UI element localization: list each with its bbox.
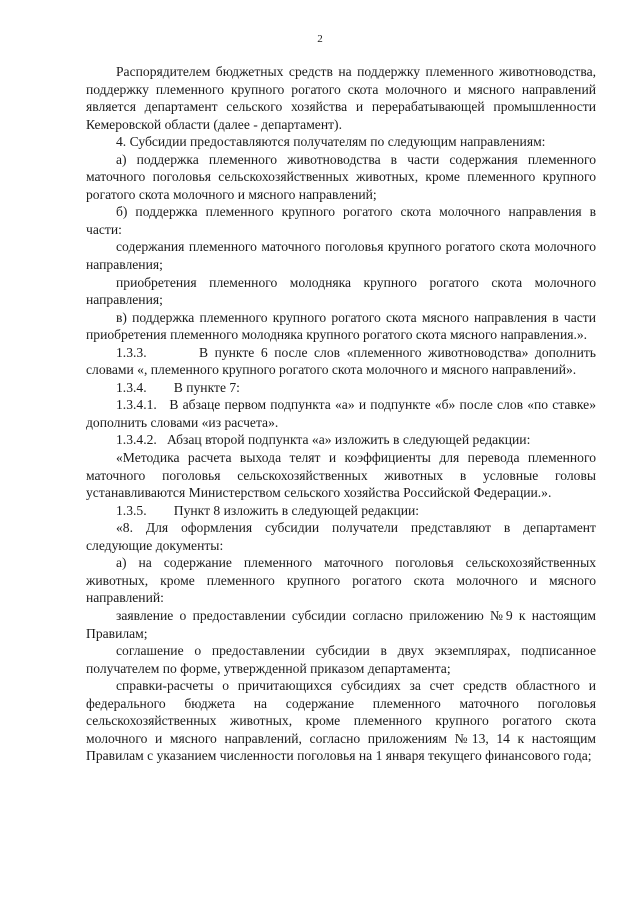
paragraph-subitem-a: а) поддержка племенного животноводства в части содержания племенного маточного поголовья сельскохозяйственных животных, кроме племенного крупного рогатого скота молочного и мясного направлений;: [86, 151, 596, 202]
paragraph-1-3-3: 1.3.3. В пункте 6 после слов «племенного животноводства» дополнить словами «, племенного крупного рогатого скота молочного и мясного направлений».: [86, 344, 596, 378]
document-body: [86, 63, 596, 765]
paragraph-calculations: справки-расчеты о причитающихся субсидиях за счет средств областного и федерального бюджета на содержание племенного маточного поголовья сельскохозяйственных животных, кроме племенного крупного рогатого скота молочного и мясного направлений, согласно приложениям №13, 14 к настоящим Правилам с указанием численности поголовья на 1 января текущего финансового года;: [86, 678, 596, 764]
paragraph-item-4: 4. Субсидии предоставляются получателям по следующим направлениям:: [116, 134, 546, 150]
paragraph-item-8: «8. Для оформления субсидии получатели представляют в департамент следующие документы:: [86, 520, 596, 553]
paragraph-dairy-maintenance: содержания племенного маточного поголовья крупного рогатого скота молочного направления;: [86, 239, 596, 273]
paragraph-dairy-purchase: приобретения племенного молодняка крупного рогатого скота молочного направления;: [86, 274, 596, 308]
paragraph-1-3-4-1: 1.3.4.1. В абзаце первом подпункта «а» и подпункте «б» после слов «по ставке» дополнить словами «из расчета».: [86, 397, 596, 430]
paragraph-1-3-4-2: 1.3.4.2. Абзац второй подпункта «а» изложить в следующей редакции:: [116, 432, 531, 448]
paragraph-budget-manager: Распорядителем бюджетных средств на поддержку племенного животноводства, поддержку племенного крупного рогатого скота молочного и мясного направлений является департамент сельского хозяйства и перерабатывающей промышленности Кемеровской области (далее - департамент).: [86, 64, 596, 132]
paragraph-subitem-b: б) поддержка племенного крупного рогатого скота молочного направления в части:: [86, 204, 596, 237]
paragraph-methodology: «Методика расчета выхода телят и коэффициенты для перевода племенного маточного поголовья сельскохозяйственных животных в условные головы устанавливаются Министерством сельского хозяйства Российской Федерации.».: [86, 450, 596, 501]
page-number: 2: [317, 33, 323, 45]
paragraph-subitem-v: в) поддержка племенного крупного рогатого скота мясного направления в части приобретения племенного молодняка крупного рогатого скота мясного направления.».: [86, 309, 596, 343]
paragraph-1-3-5: 1.3.5. Пункт 8 изложить в следующей редакции:: [116, 502, 420, 518]
paragraph-agreement: соглашение о предоставлении субсидии в двух экземплярах, подписанное получателем по форме, утвержденной приказом департамента;: [86, 643, 596, 676]
paragraph-application: заявление о предоставлении субсидии согласно приложению №9 к настоящим Правилам;: [86, 607, 596, 641]
paragraph-1-3-4: 1.3.4. В пункте 7:: [116, 379, 240, 395]
paragraph-item-8-a: а) на содержание племенного маточного поголовья сельскохозяйственных животных, кроме племенного крупного рогатого скота молочного и мясного направлений:: [86, 555, 596, 606]
